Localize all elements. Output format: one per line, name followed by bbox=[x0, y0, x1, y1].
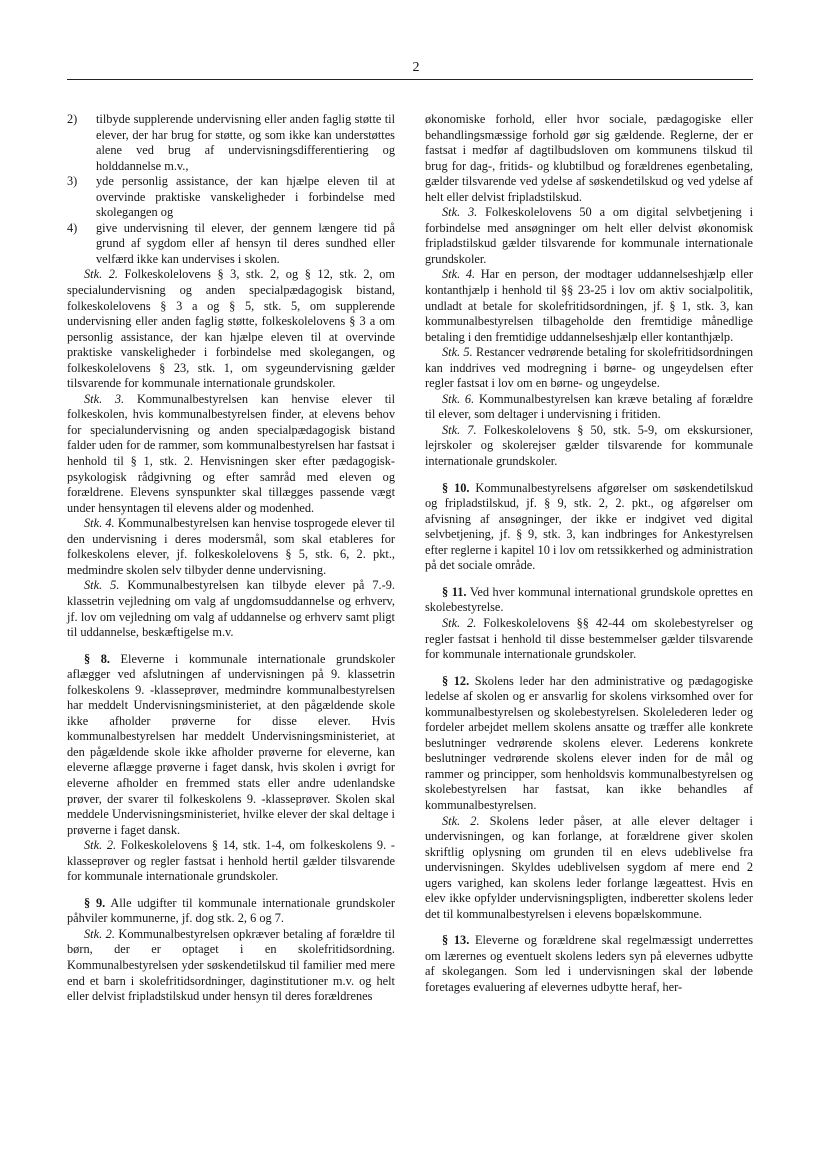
section-13 bbox=[425, 933, 753, 995]
paragraph-text: Folkeskolelovens §§ 42-44 om skolebestyrelser og regler fastsat i henhold til disse bestemmelser gælder tilsvarende for kommunale internationale grundskoler. bbox=[425, 615, 753, 662]
right-column bbox=[425, 112, 753, 996]
paragraph-text: Ved hver kommunal international grundskole oprettes en skolebestyrelse. bbox=[425, 584, 753, 615]
paragraph-text: Eleverne og forældrene skal regelmæssigt underrettes om lærernes og eventuelt skolens leders syn på elevernes udbytte af skolegangen. Som led i undervisningen skal der løbende foretages evaluering af elevernes udbytte heraf, her- bbox=[425, 933, 753, 994]
section-11 bbox=[425, 585, 753, 616]
paragraph-stk-2 bbox=[425, 814, 753, 923]
list-item bbox=[67, 221, 395, 268]
paragraph-text: Kommunalbestyrelsen kan henvise tosprogede elever til den undervisning i deres modersmål, som skal etableres for folkeskolens elever, jf. folkeskolelovens § 5, stk. 6, 2. pkt., medmindre skolen selv tilbyder denne undervisning. bbox=[67, 516, 395, 577]
stk-label: Stk. 5. bbox=[84, 578, 120, 593]
paragraph-stk-2 bbox=[67, 838, 395, 885]
paragraph-stk-6 bbox=[425, 392, 753, 423]
paragraph-text: Folkeskolelovens § 3, stk. 2, og § 12, stk. 2, om specialundervisning og anden specialpædagogisk bistand, folkeskolelovens § 3 a og § 5, stk. 5, om supplerende undervisning eller anden faglig støtte, folkeskolelovens § 3 a om personlig assistance, der kan hjælpe eleven til at overvinde praktiske vanskeligheder i forbindelse med skolegangen, og folkeskolelovens § 23, stk. 1, om sygeundervisning gælder tilsvarende for kommunale internationale grundskoler. bbox=[67, 267, 395, 391]
paragraph-text: Kommunalbestyrelsens afgørelser om søskendetilskud og fripladstilskud, jf. § 9, stk. 2, 2. pkt., og afgørelser om afvisning af ansøgninger, der ikke er indgivet ved digital selvbetjening, jf. § 9, stk. 3, kan indbringes for Ankestyrelsen efter reglerne i kapitel 10 i lov om retssikkerhed og administration på det sociale område. bbox=[425, 480, 753, 573]
list-item-text: yde personlig assistance, der kan hjælpe eleven til at overvinde praktiske vanskeligheder i forbindelse med skolegangen og bbox=[96, 174, 395, 220]
list-item-number: 3) bbox=[67, 174, 78, 189]
paragraph-text: Folkeskolelovens § 14, stk. 1-4, om folkeskolens 9. -klasseprøver og regler fastsat i henhold hertil gælder tilsvarende for kommunale internationale grundskoler. bbox=[67, 838, 395, 884]
paragraph-stk-3 bbox=[425, 205, 753, 267]
stk-label: Stk. 6. bbox=[442, 391, 475, 406]
paragraph-text: Skolens leder har den administrative og pædagogiske ledelse af skolen og er ansvarlig for skolens virksomhed over for kommunalbestyrelsen og skolebestyrelsen. Skolelederen leder og fordeler arbejdet mellem skolens ansatte og træffer alle konkrete beslutninger vedrørende skolens elever. Lederens konkrete beslutninger vedrørende skolens elever inden for de mål og rammer og principper, som henholdsvis kommunalbestyrelsen og skolebestyrelsen har fastsat, kan ikke behandles af kommunalbestyrelsen. bbox=[425, 673, 753, 812]
section-12 bbox=[425, 674, 753, 814]
section-10 bbox=[425, 481, 753, 574]
list-item-text: tilbyde supplerende undervisning eller anden faglig støtte til elever, der har brug for støtte, og som ikke kan understøttes alene ved brug af undervisningsdifferentiering og holddannelse m.v., bbox=[96, 112, 395, 173]
paragraph-text: Kommunalbestyrelsen kan tilbyde elever på 7.-9. klassetrin vejledning om valg af ungdomsuddannelse og erhverv, jf. lov om vejledning om valg af uddannelse og erhverv samt pligt til uddannelse, beskæftigelse m.v. bbox=[67, 578, 395, 640]
stk-label: Stk. 2. bbox=[84, 838, 117, 853]
stk-label: Stk. 7. bbox=[442, 422, 477, 437]
paragraph-stk-2 bbox=[67, 927, 395, 1005]
paragraph-stk-2 bbox=[425, 616, 753, 663]
section-label: § 11. bbox=[442, 584, 467, 599]
paragraph-stk-5 bbox=[425, 345, 753, 392]
paragraph-continuation: økonomiske forhold, eller hvor sociale, pædagogiske eller behandlingsmæssige forhold gør sig gældende. Reglerne, der er fastsat i medfør af dagtilbudsloven om kommunens tilskud til brug for dag-, fritids- og klubtilbud og forældrenes egenbetaling, gælder tilsvarende ved ydelse af søskendetilskud og ved ydelse af helt eller delvist fripladstilskud. bbox=[425, 112, 753, 204]
stk-label: Stk. 2. bbox=[442, 813, 480, 828]
paragraph-stk-2 bbox=[67, 267, 395, 391]
paragraph-stk-4 bbox=[67, 516, 395, 578]
paragraph-text: Eleverne i kommunale internationale grundskoler aflægger ved afslutningen af undervisningen på 9. klassetrin folkeskolens 9. -klasseprøver, medmindre kommunalbestyrelsen har meddelt Undervisningsministeriet, at den pågældende skole ikke afholder prøverne for disse elever. Hvis kommunalbestyrelsen har meddelt Undervisningsministeriet, at den pågældende skole ikke afholder prøverne for eleverne, kan eleverne aflægge prøverne i faget dansk, hvis skolen i øvrigt for eleverne afholder en fremmed stats eller andre udenlandske prøver, der svarer til folkeskolens 9. -klasseprøver. Skolen skal meddele Undervisningsministeriet, hvilke elever der skal deltage i prøverne i faget dansk. bbox=[67, 651, 395, 837]
header-rule bbox=[67, 79, 753, 80]
section-label: § 10. bbox=[442, 480, 470, 495]
stk-label: Stk. 4. bbox=[442, 267, 476, 282]
stk-label: Stk. 3. bbox=[442, 205, 478, 220]
paragraph-text: Skolens leder påser, at alle elever deltager i undervisningen, og kan forlange, at forældrene giver skolen skriftlig oplysning om grunden til en elevs udeblivelse fra undervisningen. Skyldes udeblivelsen sygdom af mere end 2 ugers varighed, kan skolens leder forlange lægeattest. Hvis en elev ikke opfylder undervisningspligten, indberetter skolens leder det til kommunalbestyrelsen i elevens bopælskommune. bbox=[425, 813, 753, 921]
paragraph-text: Folkeskolelovens 50 a om digital selvbetjening i forbindelse med ansøgninger om helt eller delvist økonomisk fripladstilskud gælder tilsvarende for kommunale internationale grundskoler. bbox=[425, 205, 753, 266]
stk-label: Stk. 2. bbox=[84, 267, 118, 282]
paragraph-stk-3 bbox=[67, 392, 395, 516]
paragraph-text: Restancer vedrørende betaling for skolefritidsordningen kan inddrives ved modregning i børne- og ungeydelsen efter regler fastsat i lov om en børne- og ungeydelse. bbox=[425, 345, 753, 391]
paragraph-text: Alle udgifter til kommunale internationale grundskoler påhviler kommunerne, jf. dog stk. 2, 6 og 7. bbox=[67, 895, 395, 926]
paragraph-text: Har en person, der modtager uddannelseshjælp eller kontanthjælp i henhold til §§ 23-25 i lov om aktiv socialpolitik, undladt at betale for skolefritidsordningen, jf. § 1, stk. 3, kan kommunalbestyrelsen tilbageholde den fremtidige månedlige betaling i den fremtidige uddannelseshjælp eller kontanthjælp. bbox=[425, 267, 753, 344]
list-item bbox=[67, 112, 395, 174]
section-label: § 8. bbox=[84, 651, 110, 666]
stk-label: Stk. 2. bbox=[84, 926, 115, 941]
list-item-number: 4) bbox=[67, 220, 78, 235]
section-label: § 13. bbox=[442, 933, 470, 948]
stk-label: Stk. 3. bbox=[84, 391, 125, 406]
page-number: 2 bbox=[412, 60, 420, 75]
list-item bbox=[67, 174, 395, 221]
stk-label: Stk. 4. bbox=[84, 516, 115, 531]
paragraph-text: Kommunalbestyrelsen opkræver betaling af forældre til børn, der er optaget i en skolefritidsordning. Kommunalbestyrelsen yder søskendetilskud til familier med mere end et barn i skolefritidsordninger, daginstitutioner m.v. og helt eller delvist fripladstilskud under hensyn til deres forældrenes bbox=[67, 926, 396, 1004]
list-item-text: give undervisning til elever, der gennem længere tid på grund af sygdom eller af hensyn til deres sundhed eller velfærd ikke kan undervises i skolen. bbox=[96, 220, 395, 266]
list-item-number: 2) bbox=[67, 112, 78, 126]
section-9 bbox=[67, 896, 395, 927]
stk-label: Stk. 5. bbox=[442, 345, 473, 360]
stk-label: Stk. 2. bbox=[442, 615, 477, 630]
paragraph-stk-5 bbox=[67, 578, 395, 640]
paragraph-stk-4 bbox=[425, 267, 753, 345]
paragraph-text: Kommunalbestyrelsen kan kræve betaling af forældre til elever, som deltager i undervisning i fritiden. bbox=[425, 391, 753, 422]
section-8 bbox=[67, 652, 395, 839]
left-column bbox=[67, 112, 395, 1005]
paragraph-text: Folkeskolelovens § 50, stk. 5-9, om ekskursioner, lejrskoler og skolerejser gælder tilsvarende for kommunale internationale grundskoler. bbox=[425, 422, 753, 469]
paragraph-text: Kommunalbestyrelsen kan henvise elever til folkeskolen, hvis kommunalbestyrelsen finder, at elevens behov for specialundervisning og anden specialpædagogisk bistand falder uden for de rammer, som kommunalbestyrelsen har fastsat i henhold til § 1, stk. 2. Henvisningen sker efter pædagogisk-psykologisk rådgivning og efter samråd med eleven og forældrene. Elevens synspunkter skal tillægges passende vægt under hensyntagen til elevens alder og modenhed. bbox=[67, 391, 395, 515]
paragraph-stk-7 bbox=[425, 423, 753, 470]
section-label: § 9. bbox=[84, 895, 106, 910]
section-label: § 12. bbox=[442, 673, 470, 688]
